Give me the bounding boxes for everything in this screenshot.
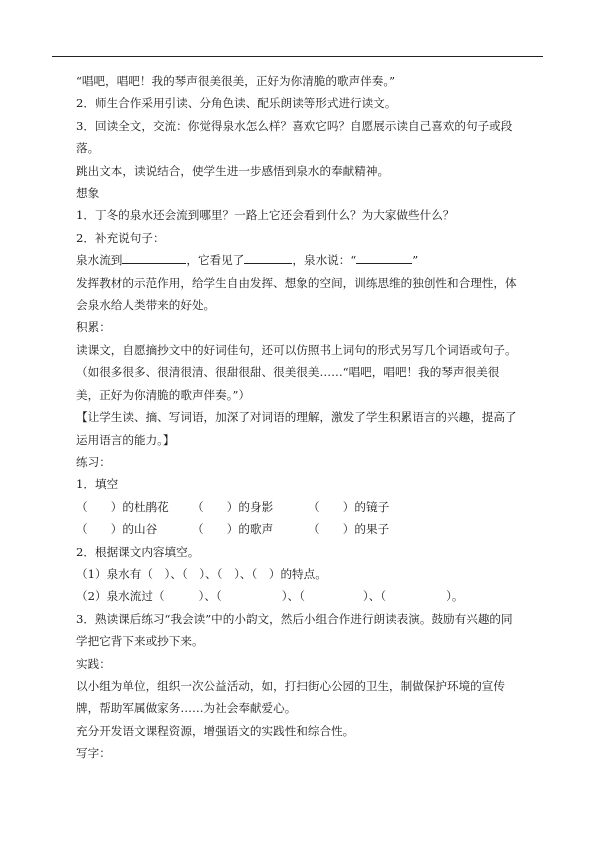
text-line: 2．师生合作采用引读、分角色读、配乐朗读等形式进行读文。 bbox=[76, 96, 397, 111]
fill-text: ）、（ bbox=[362, 589, 387, 604]
fill-row bbox=[76, 496, 536, 518]
section-heading-activity: 实践： bbox=[76, 656, 111, 671]
fill-text: ，泉水说：“ bbox=[292, 253, 357, 268]
blank-line bbox=[356, 249, 412, 264]
text-line: 美，正好为你清脆的歌声伴奏。”） bbox=[76, 387, 251, 402]
text-line: 落。 bbox=[76, 141, 100, 156]
section-heading-practice: 练习： bbox=[76, 454, 111, 469]
text-line: 【让学生读、摘、写词语，加深了对词语的理解，激发了学生积累语言的兴趣，提高了 bbox=[76, 410, 517, 425]
fill-text: ）、（ bbox=[198, 589, 222, 604]
fill-item: （ ）的歌声 bbox=[192, 522, 274, 537]
fill-item: （ ）的山谷 bbox=[76, 522, 158, 537]
section-heading-accumulate: 积累： bbox=[76, 320, 111, 335]
header-rule bbox=[52, 56, 543, 57]
text-line: 3．熟读课后练习“我会读”中的小韵文，然后小组合作进行朗读表演。鼓励有兴趣的同 bbox=[76, 611, 513, 626]
fill-row bbox=[76, 518, 536, 540]
text-line: 2．根据课文内容填空。 bbox=[76, 544, 200, 559]
fill-text: ” bbox=[412, 253, 419, 268]
text-line: 3．回读全文，交流：你觉得泉水怎么样？喜欢它吗？自愿展示读自己喜欢的句子或段 bbox=[76, 118, 513, 133]
text-line: 以小组为单位，组织一次公益活动，如，打扫街心公园的卫生，制做保护环境的宣传 bbox=[76, 678, 505, 693]
text-line: 1．填空 bbox=[76, 477, 119, 492]
text-line: 运用语言的能力。】 bbox=[76, 432, 175, 447]
text-line: “唱吧，唱吧！我的琴声很美很美，正好为你清脆的歌声伴奏。” bbox=[76, 74, 396, 88]
text-line: 充分开发语文课程资源，增强语文的实践性和综合性。 bbox=[76, 723, 355, 738]
fill-item: （ ）的身影 bbox=[192, 499, 274, 514]
text-line: （1）泉水有（ ）、（ ）、（ ）、（ ）的特点。 bbox=[76, 566, 327, 581]
text-line: 1．丁冬的泉水还会流到哪里？一路上它还会看到什么？为大家做些什么？ bbox=[76, 208, 455, 223]
fill-text: ，它看见了 bbox=[186, 253, 245, 268]
text-line: 跳出文本，读说结合，使学生进一步感悟到泉水的奉献精神。 bbox=[76, 163, 390, 178]
fill-text: ）、（ bbox=[281, 589, 305, 604]
blank-line bbox=[122, 249, 186, 264]
text-line: 发挥教材的示范作用，给学生自由发挥、想象的空间，训练思维的独创性和合理性，体 bbox=[76, 275, 517, 290]
fill-sentence bbox=[76, 249, 536, 271]
text-line: 读课文，自愿摘抄文中的好词佳句，还可以仿照书上词句的形式另写几个词语或句子。 bbox=[76, 342, 517, 357]
section-heading-writing: 写字： bbox=[76, 746, 111, 761]
text-line: 学把它背下来或抄下来。 bbox=[76, 634, 204, 649]
text-line: 牌，帮助军属做家务……为社会奉献爱心。 bbox=[76, 701, 297, 716]
fill-text: （2）泉水流过（ bbox=[76, 589, 165, 604]
text-line: （如很多很多、很清很清、很甜很甜、很美很美……“唱吧，唱吧！我的琴声很美很 bbox=[76, 365, 500, 380]
fill-item: （ ）的果子 bbox=[308, 522, 390, 537]
document-body bbox=[76, 70, 536, 765]
fill-item: （ ）的镜子 bbox=[308, 499, 390, 514]
fill-text: 泉水流到 bbox=[76, 253, 123, 268]
fill-text: ）。 bbox=[446, 589, 464, 604]
blank-line bbox=[244, 249, 292, 264]
section-heading-imagine: 想象 bbox=[76, 186, 100, 201]
fill-sentence bbox=[76, 585, 536, 607]
text-line: 2．补充说句子： bbox=[76, 230, 165, 245]
text-line: 会泉水给人类带来的好处。 bbox=[76, 298, 216, 313]
fill-item: （ ）的杜鹃花 bbox=[76, 499, 169, 514]
